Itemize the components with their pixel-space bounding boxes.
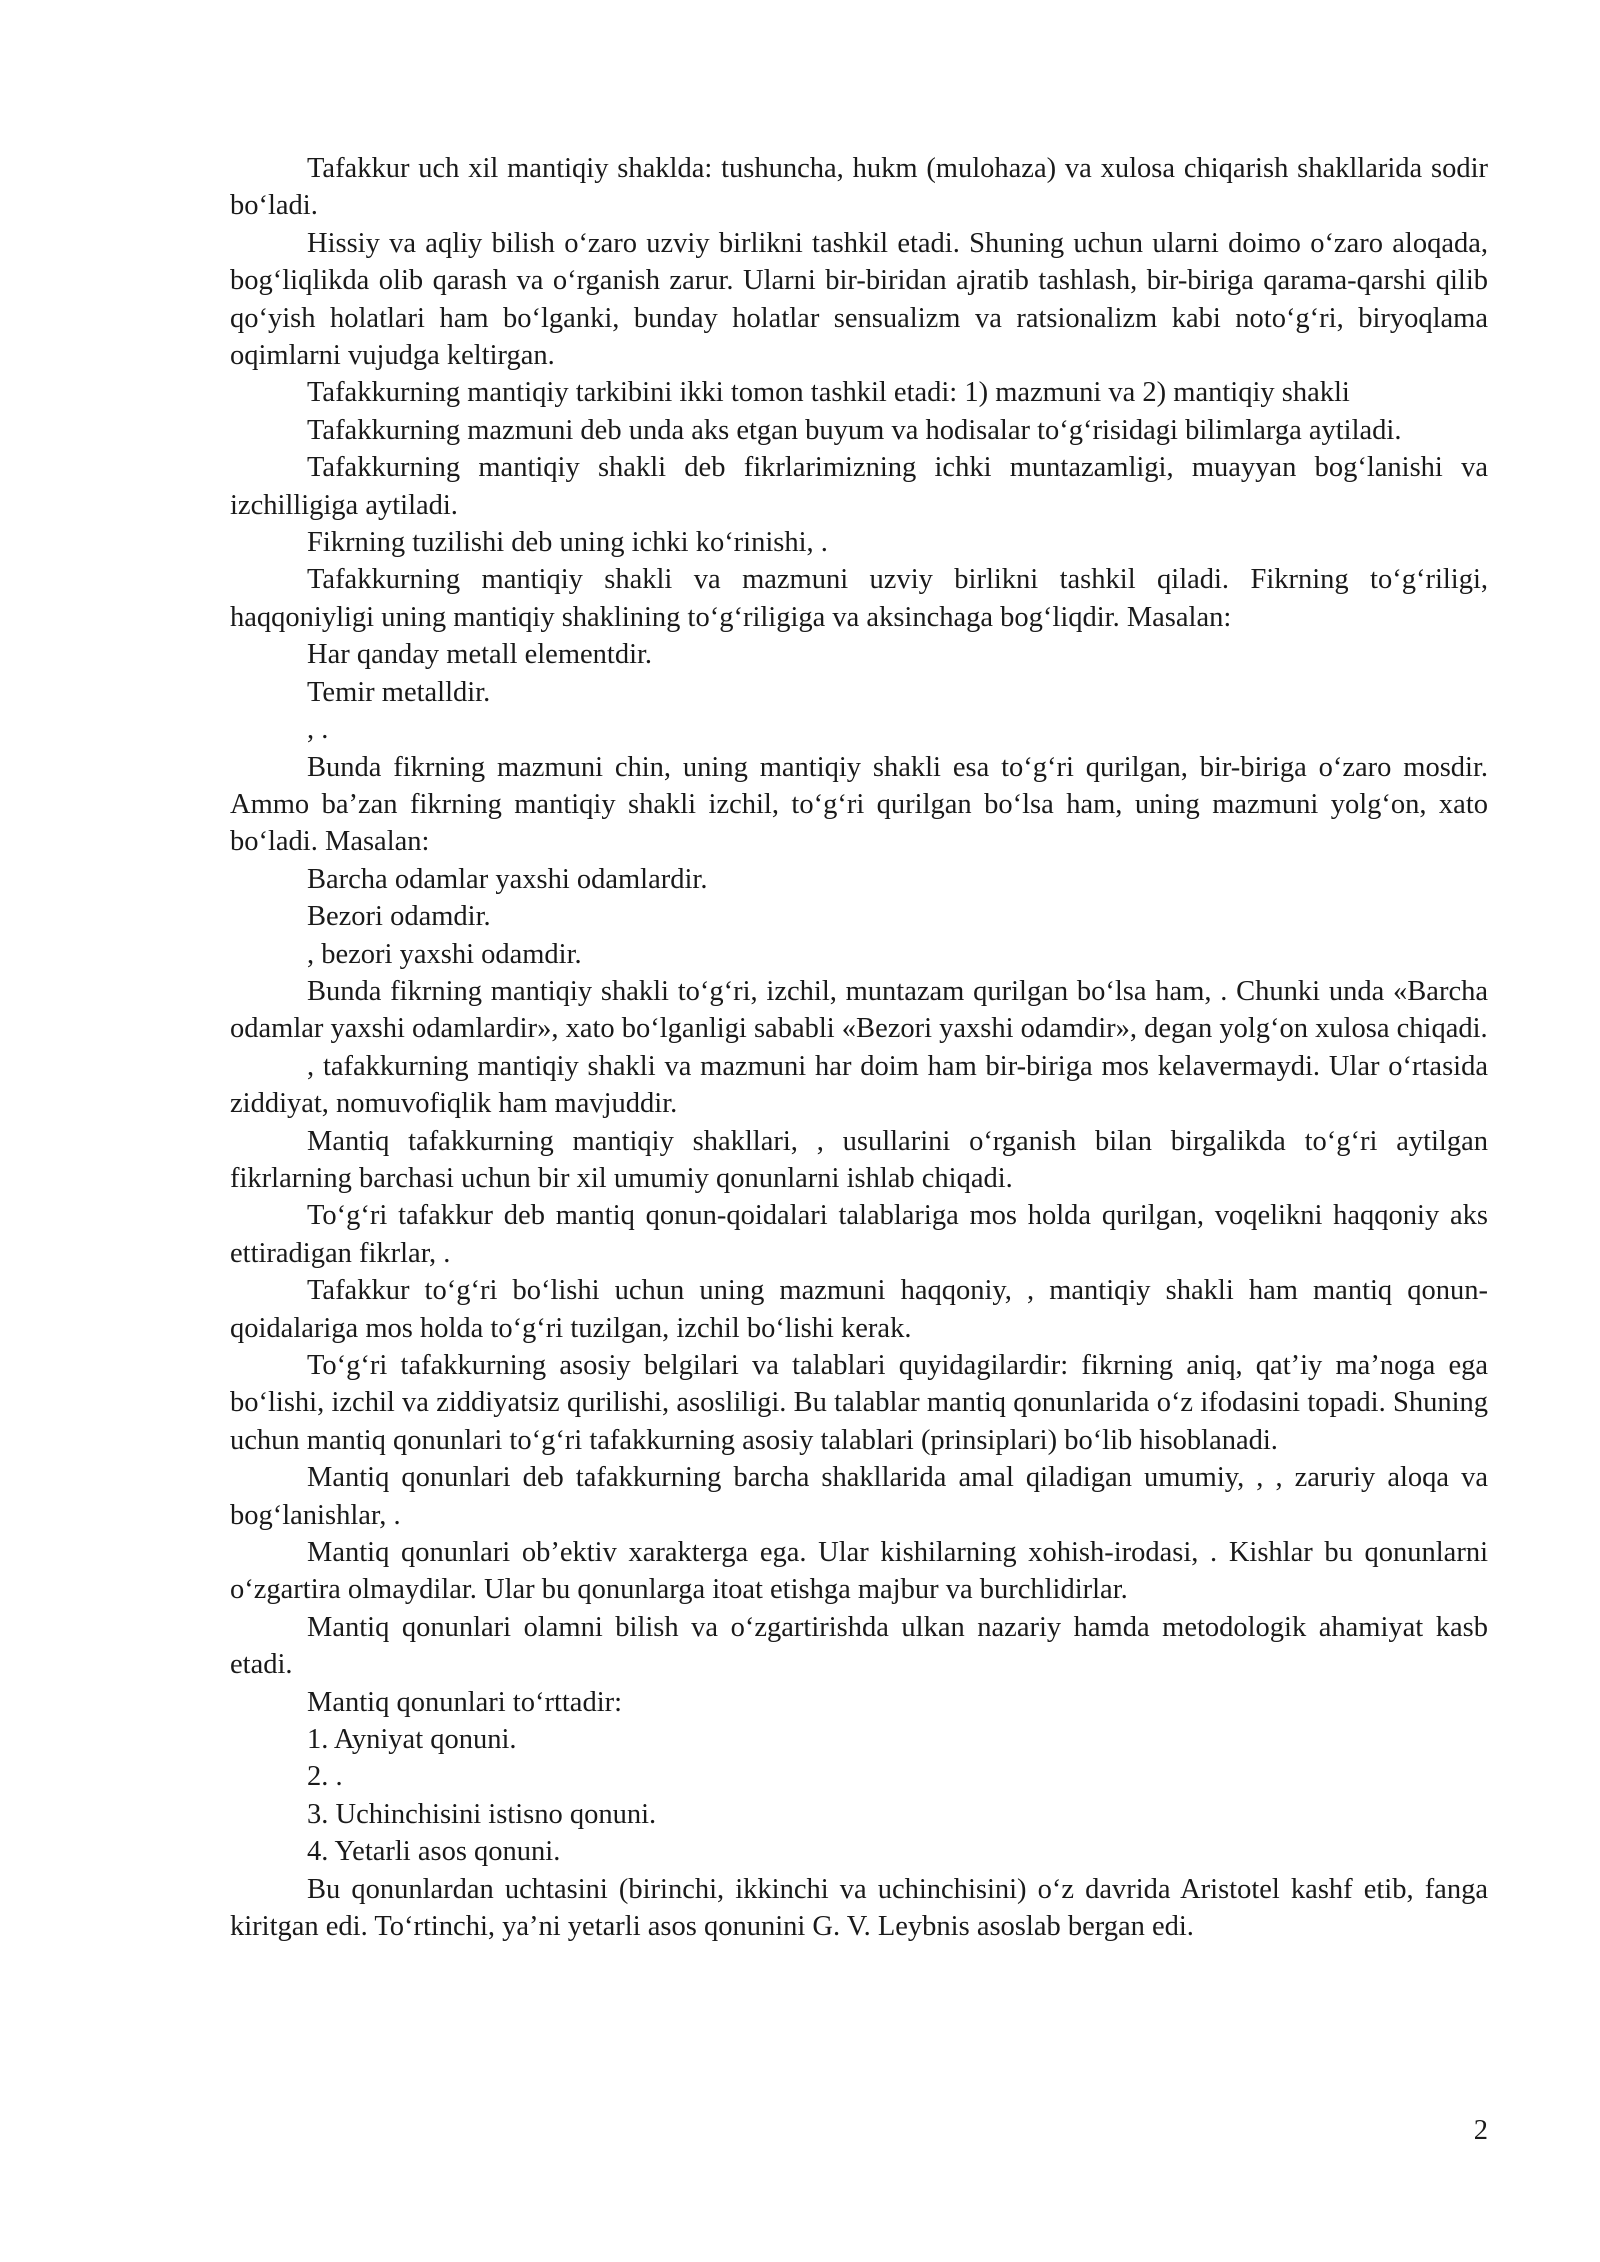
document-body xyxy=(230,150,1488,1946)
example-line: , . xyxy=(307,714,329,746)
example-line: Temir metalldir. xyxy=(307,676,491,708)
paragraph: Mantiq qonunlari olamni bilish va o‘zgartirishda ulkan nazariy hamda metodologik ahamiyat kasb etadi. xyxy=(230,1611,1488,1681)
example-line: Barcha odamlar yaxshi odamlardir. xyxy=(307,863,708,895)
example-line: Bezori odamdir. xyxy=(307,901,491,933)
paragraph: Bunda fikrning mazmuni chin, uning mantiqiy shakli esa to‘g‘ri qurilgan, bir-biriga o‘zaro mosdir. Ammo ba’zan fikrning mantiqiy shakli izchil, to‘g‘ri qurilgan bo‘lsa ham, uning mazmuni yolg‘on, xato bo‘ladi. Masalan: xyxy=(230,751,1488,858)
list-item: 2. . xyxy=(307,1761,343,1793)
paragraph: Tafakkur uch xil mantiqiy shaklda: tushuncha, hukm (mulohaza) va xulosa chiqarish shakllarida sodir bo‘ladi. xyxy=(230,153,1488,222)
paragraph: Tafakkurning mantiqiy shakli va mazmuni uzviy birlikni tashkil qiladi. Fikrning to‘g‘riligi, haqqoniyligi uning mantiqiy shaklining to‘g‘riligiga va aksinchaga bog‘liqdir. Masalan: xyxy=(230,564,1488,633)
paragraph: Fikrning tuzilishi deb uning ichki ko‘rinishi, . xyxy=(307,527,828,559)
example-line: , bezori yaxshi odamdir. xyxy=(307,938,582,970)
list-item: 4. Yetarli asos qonuni. xyxy=(307,1836,561,1868)
paragraph: To‘g‘ri tafakkurning asosiy belgilari va talablari quyidagilardir: fikrning aniq, qat’iy ma’noga ega bo‘lishi, izchil va ziddiyatsiz qurilishi, asosliligi. Bu talablar mantiq qonunlarida o‘z ifodasini topadi. Shuning uchun mantiq qonunlari to‘g‘ri tafakkurning asosiy talablari (prinsiplari) bo‘lib hisoblanadi. xyxy=(230,1350,1488,1456)
paragraph: Tafakkurning mantiqiy tarkibini ikki tomon tashkil etadi: 1) mazmuni va 2) mantiqiy shakli xyxy=(307,377,1350,409)
paragraph: Tafakkurning mazmuni deb unda aks etgan buyum va hodisalar to‘g‘risidagi bilimlarga aytiladi. xyxy=(307,414,1402,446)
paragraph: Mantiq qonunlari to‘rttadir: xyxy=(307,1686,623,1718)
page-number: 2 xyxy=(1473,2115,1488,2146)
list-item: 1. Ayniyat qonuni. xyxy=(307,1724,517,1756)
paragraph: Mantiq qonunlari deb tafakkurning barcha shakllarida amal qiladigan umumiy, , , zaruriy aloqa va bog‘lanishlar, . xyxy=(230,1462,1488,1531)
paragraph: Mantiq tafakkurning mantiqiy shakllari, , usullarini o‘rganish bilan birgalikda to‘g‘ri aytilgan fikrlarning barchasi uchun bir xil umumiy qonunlarni ishlab chiqadi. xyxy=(230,1125,1488,1194)
list-item: 3. Uchinchisini istisno qonuni. xyxy=(307,1798,657,1830)
paragraph: , tafakkurning mantiqiy shakli va mazmuni har doim ham bir-biriga mos kelavermaydi. Ular o‘rtasida ziddiyat, nomuvofiqlik ham mavjuddir. xyxy=(230,1050,1488,1120)
paragraph: Tafakkurning mantiqiy shakli deb fikrlarimizning ichki muntazamligi, muayyan bog‘lanishi va izchilligiga aytiladi. xyxy=(230,452,1488,521)
paragraph: Tafakkur to‘g‘ri bo‘lishi uchun uning mazmuni haqqoniy, , mantiqiy shakli ham mantiq qonun-qoidalariga mos holda to‘g‘ri tuzilgan, izchil bo‘lishi kerak. xyxy=(230,1275,1488,1344)
example-line: Har qanday metall elementdir. xyxy=(307,639,653,671)
paragraph: Hissiy va aqliy bilish o‘zaro uzviy birlikni tashkil etadi. Shuning uchun ularni doimo o‘zaro aloqada, bog‘liqlikda olib qarash va o‘rganish zarur. Ularni bir-biridan ajratib tashlash, bir-biriga qarama-qarshi qilib qo‘yish holatlari ham bo‘lganki, bunday holatlar sensualizm va ratsionalizm kabi noto‘g‘ri, biryoqlama oqimlarni vujudga keltirgan. xyxy=(230,227,1488,372)
paragraph: Mantiq qonunlari ob’ektiv xarakterga ega. Ular kishilarning xohish-irodasi, . Kishlar bu qonunlarni o‘zgartira olmaydilar. Ular bu qonunlarga itoat etishga majbur va burchlidirlar. xyxy=(230,1537,1488,1606)
paragraph: Bu qonunlardan uchtasini (birinchi, ikkinchi va uchinchisini) o‘z davrida Aristotel kashf etib, fanga kiritgan edi. To‘rtinchi, ya’ni yetarli asos qonunini G. V. Leybnis asoslab bergan edi. xyxy=(230,1873,1488,1943)
paragraph: Bunda fikrning mantiqiy shakli to‘g‘ri, izchil, muntazam qurilgan bo‘lsa ham, . Chunki unda «Barcha odamlar yaxshi odamlardir», xato bo‘lganligi sababli «Bezori yaxshi odamdir», degan yolg‘on xulosa chiqadi. xyxy=(230,975,1488,1045)
paragraph: To‘g‘ri tafakkur deb mantiq qonun-qoidalari talablariga mos holda qurilgan, voqelikni haqqoniy aks ettiradigan fikrlar, . xyxy=(230,1200,1488,1269)
